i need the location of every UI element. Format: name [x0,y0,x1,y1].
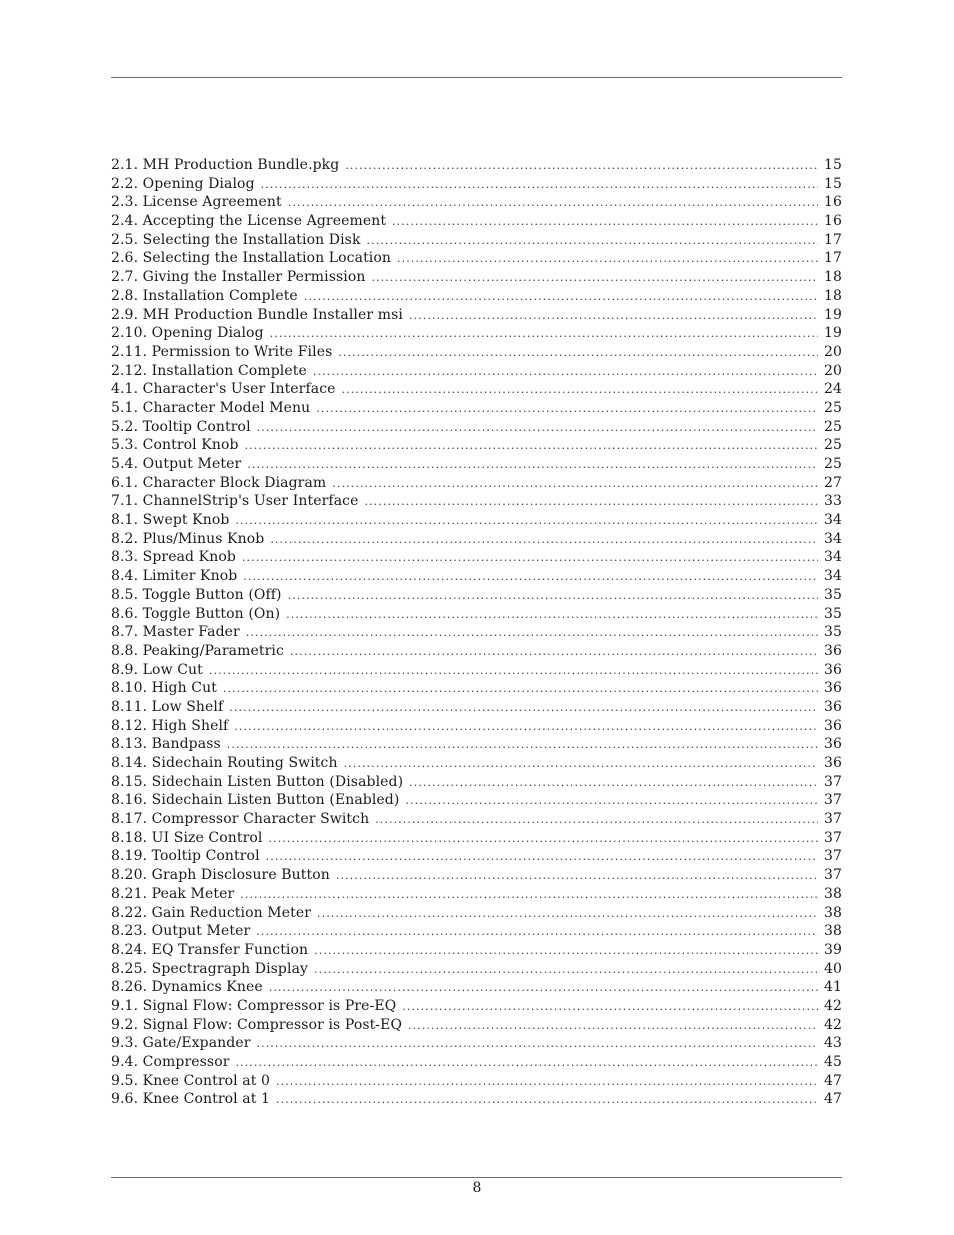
toc-entry[interactable] [111,1016,842,1035]
dot-leader [314,961,818,980]
toc-entry-page: 36 [823,736,842,753]
dot-leader [257,419,818,438]
toc-entry-label: 7.1. ChannelStrip's User Interface [111,493,359,510]
toc-entry[interactable] [111,268,842,287]
toc-entry-page: 36 [823,661,842,678]
toc-entry-label: 8.11. Low Shelf [111,698,224,715]
toc-entry-label: 2.11. Permission to Write Files [111,343,333,360]
toc-entry-page: 37 [823,792,842,809]
dot-leader [402,998,818,1017]
toc-entry[interactable] [111,661,842,680]
dot-leader [257,1035,818,1054]
toc-entry-label: 9.5. Knee Control at 0 [111,1072,271,1089]
toc-entry[interactable] [111,960,842,979]
toc-entry-page: 39 [823,941,842,958]
page-number: 8 [472,1180,482,1196]
toc-entry[interactable] [111,175,842,194]
dot-leader [223,680,818,699]
toc-entry[interactable] [111,642,842,661]
dot-leader [332,475,818,494]
toc-entry-label: 8.3. Spread Knob [111,549,236,566]
toc-entry-page: 43 [823,1035,842,1052]
toc-entry-label: 5.1. Character Model Menu [111,399,311,416]
toc-entry[interactable] [111,362,842,381]
dot-leader [364,493,818,512]
toc-entry[interactable] [111,904,842,923]
toc-entry[interactable] [111,679,842,698]
toc-entry-label: 8.25. Spectragraph Display [111,960,309,977]
dot-leader [313,363,818,382]
toc-entry-page: 34 [823,512,842,529]
toc-entry-page: 37 [823,773,842,790]
dot-leader [288,194,818,213]
dot-leader [336,867,818,886]
toc-entry-page: 37 [823,867,842,884]
toc-entry-page: 36 [823,717,842,734]
toc-entry[interactable] [111,399,842,418]
dot-leader [235,512,818,531]
toc-entry-label: 9.3. Gate/Expander [111,1035,251,1052]
toc-entry[interactable] [111,810,842,829]
toc-entry[interactable] [111,978,842,997]
toc-entry-label: 2.9. MH Production Bundle Installer msi [111,306,403,323]
dot-leader [338,344,818,363]
dot-leader [229,699,818,718]
dot-leader [286,606,818,625]
dot-leader [408,1017,818,1036]
toc-entry-label: 2.2. Opening Dialog [111,175,255,192]
dot-leader [270,531,818,550]
toc-entry-page: 34 [823,549,842,566]
toc-entry-page: 25 [823,437,842,454]
toc-entry-page: 24 [823,381,842,398]
toc-entry-page: 25 [823,418,842,435]
toc-entry-label: 8.22. Gain Reduction Meter [111,904,312,921]
toc-entry[interactable] [111,717,842,736]
toc-entry[interactable] [111,866,842,885]
toc-entry[interactable] [111,212,842,231]
toc-entry[interactable] [111,754,842,773]
toc-entry-page: 47 [823,1072,842,1089]
toc-entry-page: 33 [823,493,842,510]
dot-leader [345,157,818,176]
toc-entry-label: 8.2. Plus/Minus Knob [111,530,265,547]
dot-leader [372,269,818,288]
toc-entry-page: 42 [823,997,842,1014]
toc-entry-page: 42 [823,1016,842,1033]
toc-entry-page: 34 [823,568,842,585]
dot-leader [246,624,818,643]
toc-entry-label: 8.9. Low Cut [111,661,203,678]
toc-entry[interactable] [111,605,842,624]
dot-leader [266,848,818,867]
toc-entry[interactable] [111,287,842,306]
footer-rule [111,1177,842,1178]
toc-entry-label: 4.1. Character's User Interface [111,381,336,398]
dot-leader [270,325,818,344]
toc-entry-label: 2.5. Selecting the Installation Disk [111,231,361,248]
toc-entry-page: 35 [823,624,842,641]
toc-entry[interactable] [111,193,842,212]
toc-entry-page: 17 [823,231,842,248]
toc-entry-page: 35 [823,586,842,603]
toc-entry-page: 20 [823,362,842,379]
toc-entry[interactable] [111,847,842,866]
toc-entry-page: 27 [823,474,842,491]
toc-entry[interactable] [111,324,842,343]
toc-entry-label: 8.6. Toggle Button (On) [111,605,281,622]
toc-entry-label: 8.12. High Shelf [111,717,229,734]
toc-entry-page: 18 [823,287,842,304]
toc-entry-page: 16 [823,213,842,230]
toc-entry[interactable] [111,773,842,792]
dot-leader [409,774,818,793]
dot-leader [242,549,818,568]
dot-leader [392,213,818,232]
toc-entry[interactable] [111,436,842,455]
toc-entry-label: 8.14. Sidechain Routing Switch [111,755,338,771]
toc-entry-page: 18 [823,269,842,286]
dot-leader [243,568,818,587]
dot-leader [304,288,818,307]
toc-entry-page: 34 [823,530,842,547]
dot-leader [234,718,818,737]
dot-leader [209,662,818,681]
toc-entry-page: 36 [823,680,842,697]
toc-entry[interactable] [111,474,842,493]
toc-entry[interactable] [111,492,842,511]
toc-entry[interactable] [111,1090,842,1109]
toc-entry[interactable] [111,548,842,567]
toc-entry-label: 2.4. Accepting the License Agreement [111,213,387,230]
toc-entry[interactable] [111,791,842,810]
dot-leader [342,381,818,400]
dot-leader [269,830,818,849]
toc-entry[interactable] [111,530,842,549]
dot-leader [290,643,818,662]
toc-entry[interactable] [111,623,842,642]
toc-entry[interactable] [111,1072,842,1091]
toc-entry-page: 38 [823,904,842,921]
toc-entry[interactable] [111,698,842,717]
toc-entry-label: 5.4. Output Meter [111,456,242,472]
toc-entry-label: 8.18. UI Size Control [111,829,263,846]
toc-entry[interactable] [111,735,842,754]
dot-leader [397,250,818,269]
toc-entry-page: 17 [823,250,842,267]
toc-entry[interactable] [111,567,842,586]
toc-entry-page: 45 [823,1054,842,1070]
dot-leader [276,1091,818,1110]
toc-entry-label: 6.1. Character Block Diagram [111,474,327,491]
toc-entry-page: 47 [823,1091,842,1108]
toc-entry-label: 8.7. Master Fader [111,624,240,641]
toc-entry-label: 8.17. Compressor Character Switch [111,811,370,828]
dot-leader [227,736,818,755]
toc-entry[interactable] [111,997,842,1016]
toc-entry-label: 8.26. Dynamics Knee [111,979,263,996]
toc-entry-label: 8.10. High Cut [111,680,217,697]
toc-entry-label: 8.13. Bandpass [111,736,221,753]
toc-entry-page: 36 [823,755,842,771]
toc-entry-label: 9.6. Knee Control at 1 [111,1091,271,1108]
dot-leader [409,307,818,326]
toc-entry-label: 2.1. MH Production Bundle.pkg [111,157,340,173]
toc-entry-label: 8.23. Output Meter [111,923,251,940]
toc-entry-label: 2.6. Selecting the Installation Location [111,250,392,267]
toc-entry-page: 25 [823,399,842,416]
toc-entry-label: 2.8. Installation Complete [111,287,298,304]
toc-entry-page: 41 [823,979,842,996]
toc-entry-page: 20 [823,343,842,360]
dot-leader [247,456,818,475]
toc-entry-label: 2.7. Giving the Installer Permission [111,269,366,286]
toc-entry-page: 37 [823,811,842,828]
toc-entry[interactable] [111,249,842,268]
toc-entry-label: 9.4. Compressor [111,1054,230,1070]
list-of-figures [111,156,842,1109]
toc-entry[interactable] [111,586,842,605]
toc-entry[interactable] [111,306,842,325]
dot-leader [314,942,818,961]
toc-entry-page: 38 [823,923,842,940]
toc-entry-page: 19 [823,306,842,323]
toc-entry-label: 8.1. Swept Knob [111,512,230,529]
dot-leader [367,232,818,251]
toc-entry-page: 16 [823,194,842,211]
toc-entry-label: 8.5. Toggle Button (Off) [111,586,282,603]
toc-entry[interactable] [111,455,842,474]
toc-entry[interactable] [111,829,842,848]
toc-entry-page: 15 [823,157,842,173]
toc-entry-label: 8.16. Sidechain Listen Button (Enabled) [111,792,400,809]
toc-entry-label: 2.3. License Agreement [111,194,282,211]
toc-entry-page: 37 [823,829,842,846]
toc-entry-page: 25 [823,456,842,472]
dot-leader [236,1054,818,1073]
toc-entry-label: 9.2. Signal Flow: Compressor is Post-EQ [111,1016,403,1033]
toc-entry-label: 2.10. Opening Dialog [111,325,264,342]
toc-entry[interactable] [111,231,842,250]
toc-entry-label: 9.1. Signal Flow: Compressor is Pre-EQ [111,997,397,1014]
dot-leader [288,587,818,606]
toc-entry-label: 8.19. Tooltip Control [111,848,260,865]
toc-entry-page: 35 [823,605,842,622]
dot-leader [316,400,818,419]
dot-leader [405,792,818,811]
toc-entry-page: 36 [823,642,842,659]
toc-entry-page: 40 [823,960,842,977]
toc-entry-page: 36 [823,698,842,715]
dot-leader [245,437,818,456]
toc-entry[interactable] [111,380,842,399]
toc-entry-page: 37 [823,848,842,865]
toc-entry-label: 8.8. Peaking/Parametric [111,642,284,659]
dot-leader [261,176,818,195]
toc-entry-page: 15 [823,175,842,192]
dot-leader [344,755,818,774]
toc-entry[interactable] [111,1053,842,1072]
dot-leader [375,811,818,830]
toc-entry-label: 5.3. Control Knob [111,437,239,454]
toc-entry-label: 8.24. EQ Transfer Function [111,941,309,958]
toc-entry[interactable] [111,885,842,904]
toc-entry[interactable] [111,941,842,960]
dot-leader [276,1073,818,1092]
toc-entry[interactable] [111,1034,842,1053]
toc-entry-page: 38 [823,885,842,902]
toc-entry-label: 8.15. Sidechain Listen Button (Disabled) [111,773,404,790]
dot-leader [256,923,818,942]
toc-entry[interactable] [111,511,842,530]
toc-entry-label: 8.21. Peak Meter [111,885,235,902]
toc-entry-label: 8.20. Graph Disclosure Button [111,867,330,884]
toc-entry[interactable] [111,343,842,362]
dot-leader [317,905,818,924]
toc-entry-label: 8.4. Limiter Knob [111,568,238,585]
dot-leader [269,979,818,998]
toc-entry-label: 5.2. Tooltip Control [111,418,251,435]
toc-entry-label: 2.12. Installation Complete [111,362,307,379]
toc-entry[interactable] [111,418,842,437]
dot-leader [240,886,818,905]
toc-entry[interactable] [111,156,842,175]
toc-entry[interactable] [111,922,842,941]
toc-entry-page: 19 [823,325,842,342]
header-rule [111,77,842,78]
